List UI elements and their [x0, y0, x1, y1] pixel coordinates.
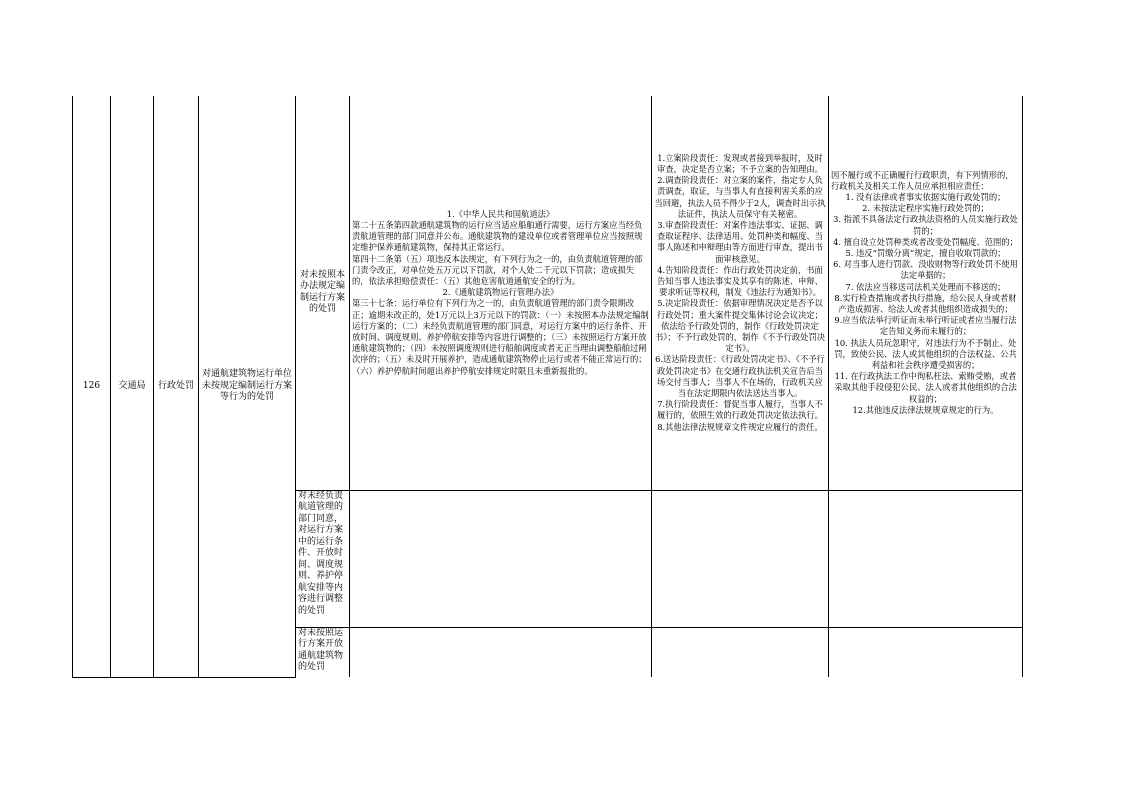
accountability-item: 4. 擅自设立处罚种类或者改变处罚幅度、范围的； [833, 236, 1018, 247]
rule-title: 2.《通航建筑物运行管理办法》 [442, 287, 559, 298]
responsibility-item: 3.审查阶段责任：对案件违法事实、证据、调查取证程序、法律适用、处罚种类和幅度、当事人陈述和申辩理由等方面进行审查，提出书面审核意见。 [657, 219, 823, 264]
accountability-item: 8.实行检查措施或者执行措施，给公民人身或者财产造成损害、给法人或者其他组织造成损失的； [834, 292, 1017, 314]
accountability-item: 2. 未按法定程序实施行政处罚的； [862, 203, 989, 214]
accountability-item: 5. 违反“罚缴分离”规定，擅自收取罚款的； [845, 247, 1006, 258]
empty-responsibility-cell [652, 627, 829, 677]
accountability-item: 6. 对当事人进行罚款、没收财物等行政处罚不使用法定单据的； [833, 259, 1018, 281]
sub-item-2: 对未经负责航道管理的部门同意，对运行方案中的运行条件、开放时间、调度规则、养护停航安排等内容进行调整的处罚 [296, 490, 350, 627]
responsibility-cell [652, 96, 829, 490]
accountability-item: 3. 指派不具备法定行政执法资格的人员实施行政处罚的； [833, 214, 1018, 236]
accountability-item: 9.应当依法举行听证而未举行听证或者应当履行法定告知义务而未履行的； [834, 315, 1017, 337]
accountability-item: 10. 执法人员玩忽职守，对违法行为不予制止、处罚，致使公民、法人或其他组织的合法权益、公共利益和社会秩序遭受损害的； [834, 337, 1017, 370]
rule-text: 第三十七条：运行单位有下列行为之一的，由负责航道管理的部门责令限期改正；逾期未改正的，处1万元以上3万元以下的罚款：（一）未按照本办法规定编制运行方案的；（二）未经负责航道管理的部门同意，对运行方案中的运行条件、开放时间、调度规则、养护停航安排等内容进行调整的；（三）未按照运行方案开放通航建筑物的；（四）未按照调度规则进行船舶调度或者无正当理由调整船舶过闸次序的；（五）未及时开展养护，造成通航建筑物停止运行或者不能正常运行的；（六）养护停航时间超出养护停航安排规定时限且未重新报批的。 [352, 298, 649, 376]
responsibility-item: 2.调查阶段责任：对立案的案件，指定专人负责调查，取证，与当事人有直接利害关系的应当回避，执法人员不得少于2人，调查时出示执法证件，执法人员保守有关秘密。 [654, 175, 826, 219]
responsibility-item: 7.执行阶段责任：督促当事人履行，当事人不履行的，依照生效的行政处罚决定依法执行。 [657, 399, 823, 421]
accountability-intro: 因不履行或不正确履行行政职责，有下列情形的，行政机关及相关工作人员应承担相应责任： [831, 169, 1014, 191]
row-number: 126 [73, 96, 111, 677]
empty-accountability-cell [829, 627, 1023, 677]
accountability-cell [829, 96, 1023, 490]
legal-basis-cell [350, 96, 652, 490]
responsibility-item: 8.其他法律法规规章文件规定应履行的责任。 [657, 421, 823, 432]
accountability-item: 7. 依法应当移送司法机关处理而不移送的； [845, 281, 1006, 292]
sub-item-3: 对未按照运行方案开放通航建筑物的处罚 [296, 627, 350, 677]
law-text-2: 第四十二条第（五）项违反本法规定，有下列行为之一的，由负责航道管理的部门责令改正，对单位处五万元以下罚款，对个人处二千元以下罚款；造成损失的，依法承担赔偿责任：（五）其他危害航道通航安全的行为。 [352, 253, 643, 286]
sub-item-1: 对未按照本办法规定编制运行方案的处罚 [296, 96, 350, 490]
power-list-table [72, 96, 1023, 678]
law-text-1: 第二十五条第四款通航建筑物的运行应当适应船舶通行需要，运行方案应当经负责航道管理的部门同意并公布。通航建筑物的建设单位或者管理单位应当按照规定维护保养通航建筑物，保持其正常运行。 [352, 219, 643, 253]
responsibility-item: 1.立案阶段责任：发现或者接到举报时，及时审查，决定是否立案；不予立案的告知理由。 [657, 152, 823, 174]
accountability-item: 1. 没有法律或者事实依据实施行政处罚的； [845, 191, 1006, 202]
department: 交通局 [111, 96, 154, 677]
empty-accountability-cell [829, 490, 1023, 627]
law-title: 1.《中华人民共和国航道法》 [446, 208, 555, 219]
empty-basis-cell [350, 627, 652, 677]
empty-responsibility-cell [652, 490, 829, 627]
responsibility-item: 5.决定阶段责任：依据审理情况决定是否予以行政处罚；重大案件提交集体讨论会议决定；依法给予行政处罚的，制作《行政处罚决定书》；不予行政处罚的，制作《不予行政处罚决定书》。 [654, 298, 826, 354]
accountability-item: 11. 在行政执法工作中徇私枉法、索贿受贿，或者采取其他手段侵犯公民、法人或者其他组织的合法权益的； [834, 371, 1017, 404]
responsibility-item: 4.告知阶段责任：作出行政处罚决定前，书面告知当事人违法事实及其享有的陈述、申辩、要求听证等权利，制发《违法行为通知书》。 [657, 264, 823, 298]
item-name: 对通航建筑物运行单位未按规定编制运行方案等行为的处罚 [199, 96, 296, 677]
accountability-item: 12.其他违反法律法规规章规定的行为。 [852, 404, 999, 415]
empty-basis-cell [350, 490, 652, 627]
category: 行政处罚 [154, 96, 199, 677]
responsibility-item: 6.送达阶段责任：《行政处罚决定书》、《不予行政处罚决定书》在交通行政执法机关宣告后当场交付当事人；当事人不在场的，行政机关应当在法定期限内依法送达当事人。 [655, 354, 825, 398]
